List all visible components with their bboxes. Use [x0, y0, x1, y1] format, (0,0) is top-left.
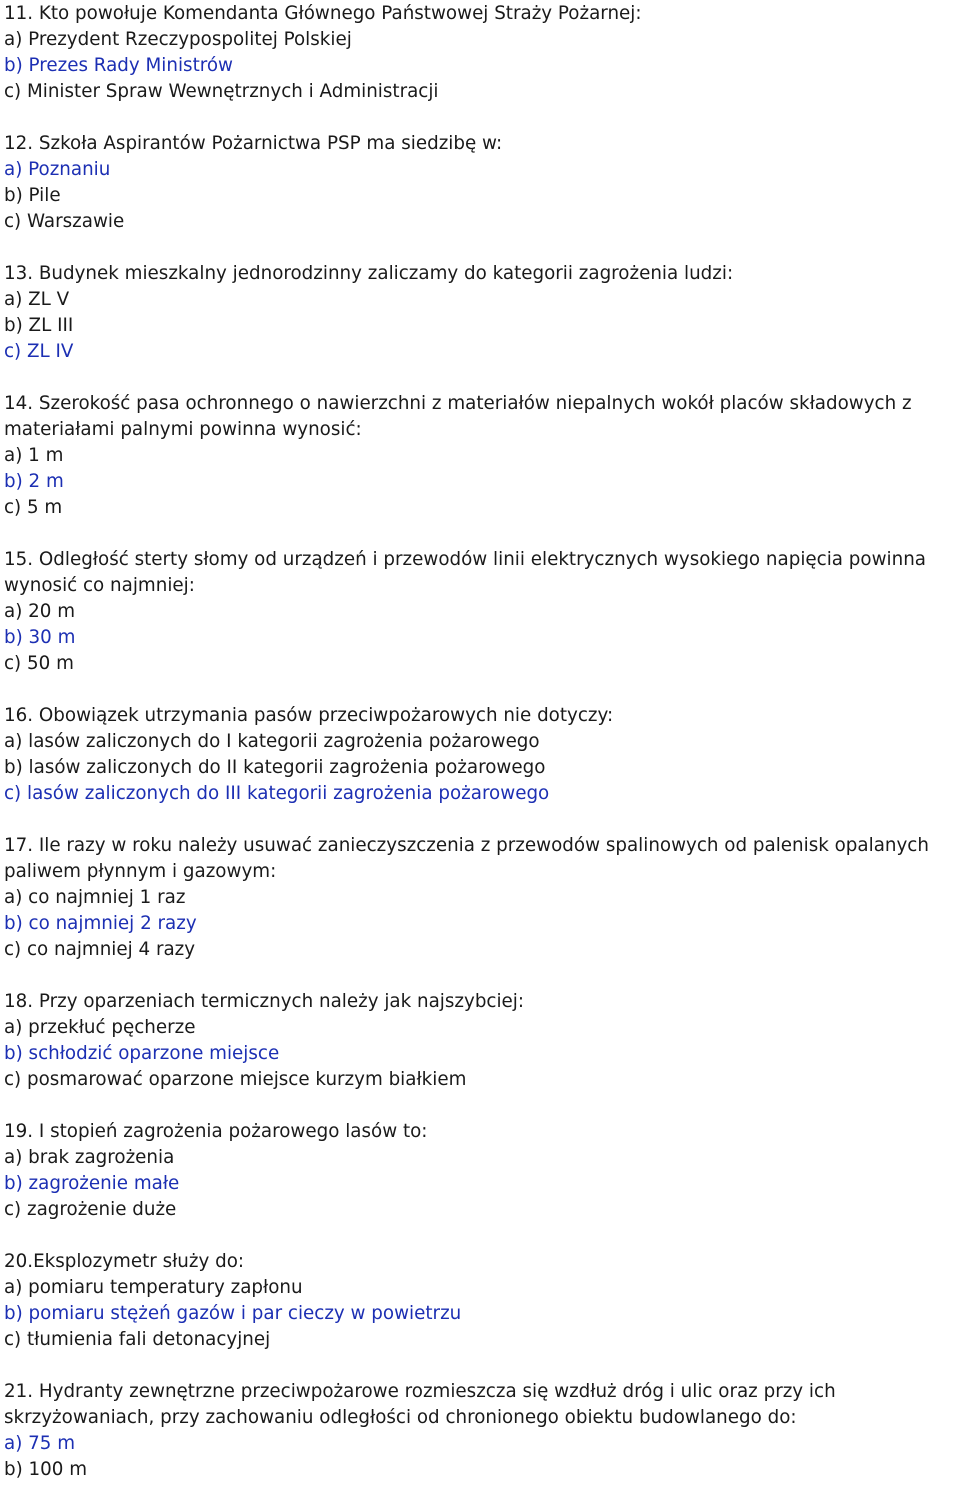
answer-c: c) tłumienia fali detonacyjnej — [4, 1329, 271, 1350]
answer-b-correct: b) 2 m — [4, 471, 64, 492]
question-13 — [4, 261, 958, 365]
question-text: 19. I stopień zagrożenia pożarowego lasów to: — [4, 1121, 428, 1142]
question-15 — [4, 547, 958, 677]
answer-b: b) lasów zaliczonych do II kategorii zagrożenia pożarowego — [4, 757, 546, 778]
question-21 — [4, 1379, 958, 1483]
answer-b: b) ZL III — [4, 315, 74, 336]
question-text: 15. Odległość sterty słomy od urządzeń i przewodów linii elektrycznych wysokiego napięcia powinna wynosić co najmniej: — [4, 549, 926, 596]
answer-a: a) pomiaru temperatury zapłonu — [4, 1277, 303, 1298]
question-11 — [4, 1, 958, 105]
question-17 — [4, 833, 958, 963]
answer-b: b) Pile — [4, 185, 61, 206]
question-text: 13. Budynek mieszkalny jednorodzinny zaliczamy do kategorii zagrożenia ludzi: — [4, 263, 734, 284]
question-text: 14. Szerokość pasa ochronnego o nawierzchni z materiałów niepalnych wokół placów składowych z materiałami palnymi powinna wynosić: — [4, 393, 912, 440]
question-text: 12. Szkoła Aspirantów Pożarnictwa PSP ma siedzibę w: — [4, 133, 503, 154]
answer-c-correct: c) lasów zaliczonych do III kategorii zagrożenia pożarowego — [4, 783, 550, 804]
question-text: 21. Hydranty zewnętrzne przeciwpożarowe rozmieszcza się wzdłuż dróg i ulic oraz przy ich skrzyżowaniach, przy zachowaniu odległości od chronionego obiektu budowlanego do: — [4, 1381, 836, 1428]
quiz-document — [4, 1, 958, 1509]
answer-c-correct: c) ZL IV — [4, 341, 74, 362]
answer-a: a) Prezydent Rzeczypospolitej Polskiej — [4, 29, 352, 50]
answer-b-correct: b) schłodzić oparzone miejsce — [4, 1043, 280, 1064]
question-20 — [4, 1249, 958, 1353]
answer-a: a) przekłuć pęcherze — [4, 1017, 196, 1038]
answer-a: a) 1 m — [4, 445, 64, 466]
answer-c: c) zagrożenie duże — [4, 1199, 177, 1220]
answer-c: c) Minister Spraw Wewnętrznych i Administracji — [4, 81, 439, 102]
answer-b-correct: b) pomiaru stężeń gazów i par cieczy w powietrzu — [4, 1303, 462, 1324]
answer-a: a) co najmniej 1 raz — [4, 887, 186, 908]
question-text: 16. Obowiązek utrzymania pasów przeciwpożarowych nie dotyczy: — [4, 705, 614, 726]
answer-a: a) lasów zaliczonych do I kategorii zagrożenia pożarowego — [4, 731, 540, 752]
answer-b-correct: b) zagrożenie małe — [4, 1173, 180, 1194]
question-text: 20.Eksplozymetr służy do: — [4, 1251, 245, 1272]
answer-b-correct: b) co najmniej 2 razy — [4, 913, 197, 934]
answer-c: c) 5 m — [4, 497, 63, 518]
question-16 — [4, 703, 958, 807]
answer-b: b) 100 m — [4, 1459, 88, 1480]
answer-c: c) Warszawie — [4, 211, 125, 232]
question-19 — [4, 1119, 958, 1223]
answer-b-correct: b) Prezes Rady Ministrów — [4, 55, 233, 76]
answer-c: c) co najmniej 4 razy — [4, 939, 196, 960]
answer-a-correct: a) Poznaniu — [4, 159, 111, 180]
answer-c: c) 50 m — [4, 653, 74, 674]
question-text: 17. Ile razy w roku należy usuwać zanieczyszczenia z przewodów spalinowych od palenisk opalanych paliwem płynnym i gazowym: — [4, 835, 929, 882]
answer-a: a) 20 m — [4, 601, 76, 622]
answer-a-correct: a) 75 m — [4, 1433, 76, 1454]
question-text: 11. Kto powołuje Komendanta Głównego Państwowej Straży Pożarnej: — [4, 3, 642, 24]
question-14 — [4, 391, 958, 521]
question-text: 18. Przy oparzeniach termicznych należy jak najszybciej: — [4, 991, 525, 1012]
answer-c: c) posmarować oparzone miejsce kurzym białkiem — [4, 1069, 467, 1090]
answer-a: a) brak zagrożenia — [4, 1147, 175, 1168]
answer-b-correct: b) 30 m — [4, 627, 76, 648]
question-18 — [4, 989, 958, 1093]
question-12 — [4, 131, 958, 235]
answer-a: a) ZL V — [4, 289, 70, 310]
